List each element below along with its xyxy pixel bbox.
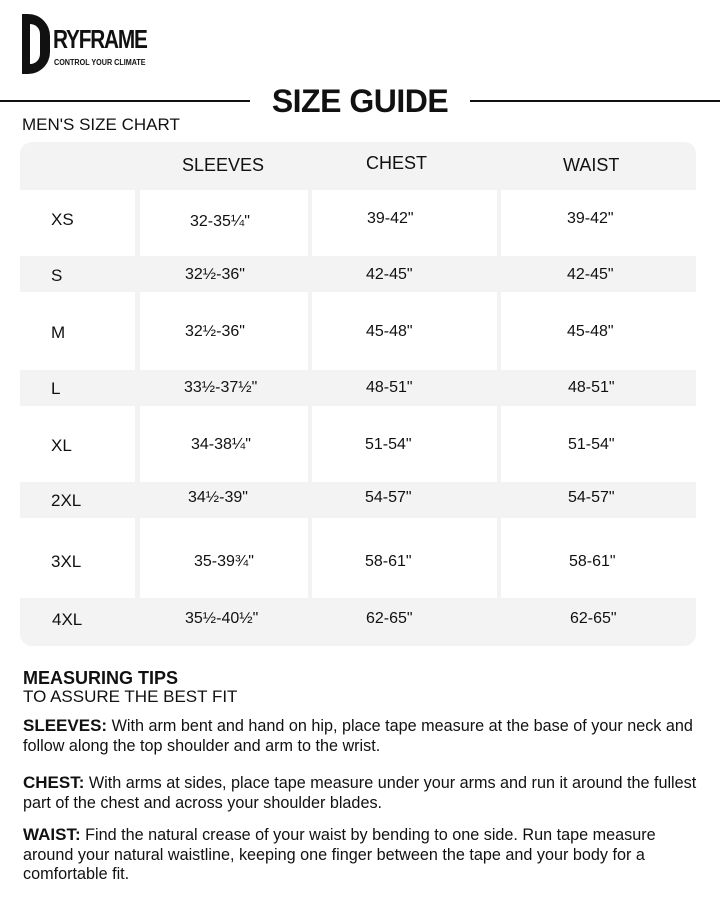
sleeves-value: 34½-39" bbox=[188, 489, 248, 506]
table-row bbox=[20, 292, 696, 370]
chest-cell bbox=[312, 190, 497, 256]
header-waist: WAIST bbox=[563, 155, 620, 175]
tips-heading: MEASURING TIPS bbox=[23, 668, 179, 688]
header-chest: CHEST bbox=[366, 153, 428, 173]
waist-value: 51-54" bbox=[568, 436, 615, 453]
size-cell bbox=[20, 406, 135, 482]
waist-value: 42-45" bbox=[567, 266, 614, 283]
sleeves-cell bbox=[140, 292, 308, 370]
table-row bbox=[20, 190, 696, 256]
size-label: S bbox=[51, 266, 63, 285]
header-sleeves: SLEEVES bbox=[182, 155, 265, 175]
size-label: M bbox=[51, 323, 66, 342]
table-row bbox=[20, 406, 696, 482]
size-cell bbox=[20, 292, 135, 370]
tip-sleeves bbox=[23, 716, 703, 756]
tip-waist bbox=[23, 825, 703, 885]
tips-subheading: TO ASSURE THE BEST FIT bbox=[23, 687, 238, 706]
size-cell bbox=[20, 190, 135, 256]
chest-cell bbox=[312, 292, 497, 370]
size-label: L bbox=[51, 379, 61, 398]
size-label: XL bbox=[51, 436, 72, 455]
sleeves-value: 34-38¼" bbox=[191, 436, 251, 453]
table-row bbox=[20, 598, 696, 646]
title-rule-left bbox=[0, 100, 250, 102]
waist-cell bbox=[501, 190, 696, 256]
tip-text: Find the natural crease of your waist by bending to one side. Run tape measure around your natural waistline, keeping one finger between the tape and your body for a comfortable fit. bbox=[23, 826, 656, 883]
chart-subtitle: MEN'S SIZE CHART bbox=[22, 115, 180, 134]
sleeves-cell bbox=[140, 190, 308, 256]
chest-cell bbox=[312, 406, 497, 482]
tip-chest bbox=[23, 773, 703, 813]
chest-value: 42-45" bbox=[366, 266, 413, 283]
chest-value: 48-51" bbox=[366, 379, 413, 396]
sleeves-value: 35-39¾" bbox=[194, 553, 254, 570]
tip-text: With arms at sides, place tape measure under your arms and run it around the fullest part of the chest and across your shoulder blades. bbox=[23, 774, 697, 812]
chest-value: 54-57" bbox=[365, 489, 412, 506]
table-row bbox=[20, 518, 696, 598]
brand-tagline: CONTROL YOUR CLIMATE bbox=[54, 58, 146, 67]
waist-value: 39-42" bbox=[567, 210, 614, 227]
chest-value: 51-54" bbox=[365, 436, 412, 453]
sleeves-value: 33½-37½" bbox=[184, 379, 258, 396]
waist-value: 45-48" bbox=[567, 323, 614, 340]
sleeves-value: 32½-36" bbox=[185, 266, 245, 283]
waist-cell bbox=[501, 518, 696, 598]
logo-d-mark bbox=[22, 14, 50, 74]
sleeves-cell bbox=[140, 518, 308, 598]
size-label: XS bbox=[51, 210, 74, 229]
size-table bbox=[20, 142, 696, 646]
waist-value: 54-57" bbox=[568, 489, 615, 506]
chest-value: 39-42" bbox=[367, 210, 414, 227]
title-rule-right bbox=[470, 100, 720, 102]
tip-label: WAIST: bbox=[23, 825, 81, 844]
table-row bbox=[20, 256, 696, 292]
tip-label: CHEST: bbox=[23, 773, 85, 792]
size-cell bbox=[20, 518, 135, 598]
table-row bbox=[20, 370, 696, 406]
tip-text: With arm bent and hand on hip, place tape measure at the base of your neck and follow along the top shoulder and arm to the wrist. bbox=[23, 717, 693, 755]
waist-cell bbox=[501, 292, 696, 370]
brand-name: RYFRAME bbox=[53, 24, 147, 54]
sleeves-cell bbox=[140, 406, 308, 482]
waist-value: 58-61" bbox=[569, 553, 616, 570]
size-label: 2XL bbox=[51, 491, 82, 510]
waist-value: 62-65" bbox=[570, 610, 617, 627]
page-title: SIZE GUIDE bbox=[271, 83, 449, 119]
chest-value: 62-65" bbox=[366, 610, 413, 627]
chest-value: 45-48" bbox=[366, 323, 413, 340]
brand-logo bbox=[22, 12, 172, 76]
waist-cell bbox=[501, 406, 696, 482]
table-row bbox=[20, 482, 696, 518]
tip-label: SLEEVES: bbox=[23, 716, 108, 735]
size-label: 3XL bbox=[51, 552, 82, 571]
chest-value: 58-61" bbox=[365, 553, 412, 570]
waist-value: 48-51" bbox=[568, 379, 615, 396]
sleeves-value: 32-35¼" bbox=[190, 213, 250, 230]
sleeves-value: 35½-40½" bbox=[185, 610, 259, 627]
chest-cell bbox=[312, 518, 497, 598]
size-label: 4XL bbox=[52, 610, 83, 629]
sleeves-value: 32½-36" bbox=[185, 323, 245, 340]
